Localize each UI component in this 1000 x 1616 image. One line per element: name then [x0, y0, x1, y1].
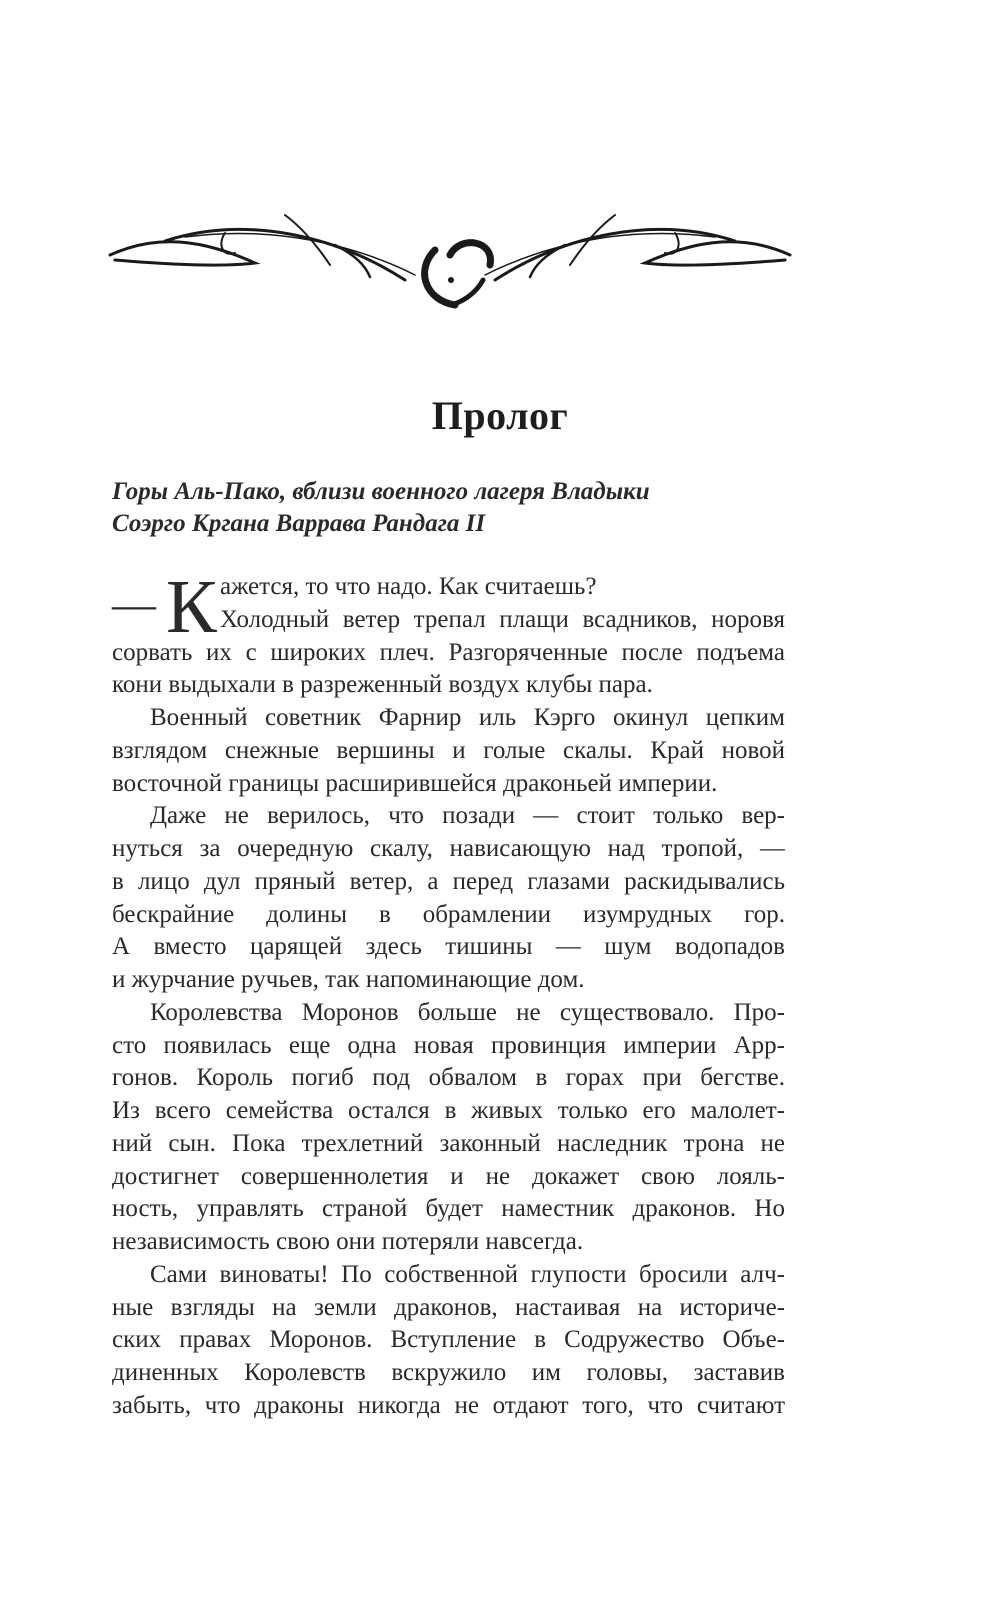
- text-line: сорвать их с широких плеч. Разгоряченные после подъема: [112, 638, 785, 666]
- text-line: нуться за очередную скалу, нависающую над тропой, —: [112, 835, 785, 862]
- chapter-title: Пролог: [431, 393, 569, 438]
- text-line: Королевства Моронов больше не существовало. Про-: [150, 998, 785, 1026]
- paragraph: [112, 702, 785, 800]
- text-line: Холодный ветер трепал плащи всадников, норовя: [220, 605, 785, 633]
- text-line: А вместо царящей здесь тишины — шум водопадов: [112, 933, 785, 961]
- text-line: бескрайние долины в обрамлении изумрудных гор.: [112, 900, 785, 928]
- text-line: Даже не верилось, что позади — стоит только вер-: [150, 802, 785, 830]
- drop-cap: [112, 565, 220, 649]
- text-line: восточной границы расширившейся драконьей империи.: [112, 769, 718, 797]
- chapter-subtitle: [112, 476, 792, 540]
- text-line: ских правах Моронов. Вступление в Содружество Объе-: [112, 1326, 785, 1354]
- text-line: взглядом снежные вершины и голые скалы. Край новой: [112, 736, 785, 764]
- ornament-divider: [105, 205, 795, 310]
- drop-cap-letter: К: [166, 565, 217, 649]
- text-line: и журчание ручьев, так напоминающие дом.: [112, 966, 585, 993]
- text-line: Сами виноваты! По собственной глупости бросили алч-: [150, 1260, 785, 1288]
- text-line: диненных Королевств вскружило им головы, заставив: [112, 1359, 785, 1386]
- text-line: в лицо дул пряный ветер, а перед глазами раскидывались: [112, 867, 785, 895]
- text-line: Из всего семейства остался в живых только его малолет-: [112, 1097, 785, 1124]
- drop-cap-dash: —: [112, 580, 156, 629]
- subtitle-line: Соэрго Кргана Варрава Рандага II: [112, 510, 486, 537]
- body-text: [112, 565, 785, 1423]
- text-line: ность, управлять страной будет наместник драконов. Но: [112, 1195, 785, 1223]
- text-line: Военный советник Фарнир иль Кэрго окинул цепким: [150, 704, 785, 731]
- subtitle-line: Горы Аль-Пако, вблизи военного лагеря Владыки: [112, 478, 650, 505]
- text-line: достигнет совершеннолетия и не докажет свою лояль-: [112, 1162, 785, 1190]
- text-line: ний сын. Пока трехлетний законный наследник трона не: [112, 1129, 785, 1157]
- paragraph: [112, 800, 785, 997]
- text-line: сто появилась еще одна новая провинция империи Арр-: [112, 1031, 785, 1059]
- text-line: независимость свою они потеряли навсегда.: [112, 1228, 584, 1255]
- text-line: кони выдыхали в разреженный воздух клубы пара.: [112, 671, 653, 699]
- text-line: ные взгляды на земли драконов, настаивая на историче-: [112, 1293, 785, 1321]
- paragraph: [112, 997, 785, 1259]
- paragraph: [112, 1259, 785, 1423]
- text-line: гонов. Король погиб под обвалом в горах при бегстве.: [112, 1064, 785, 1092]
- text-line: забыть, что драконы никогда не отдают того, что считают: [112, 1391, 785, 1419]
- text-line: ажется, то что надо. Как считаешь?: [220, 573, 597, 600]
